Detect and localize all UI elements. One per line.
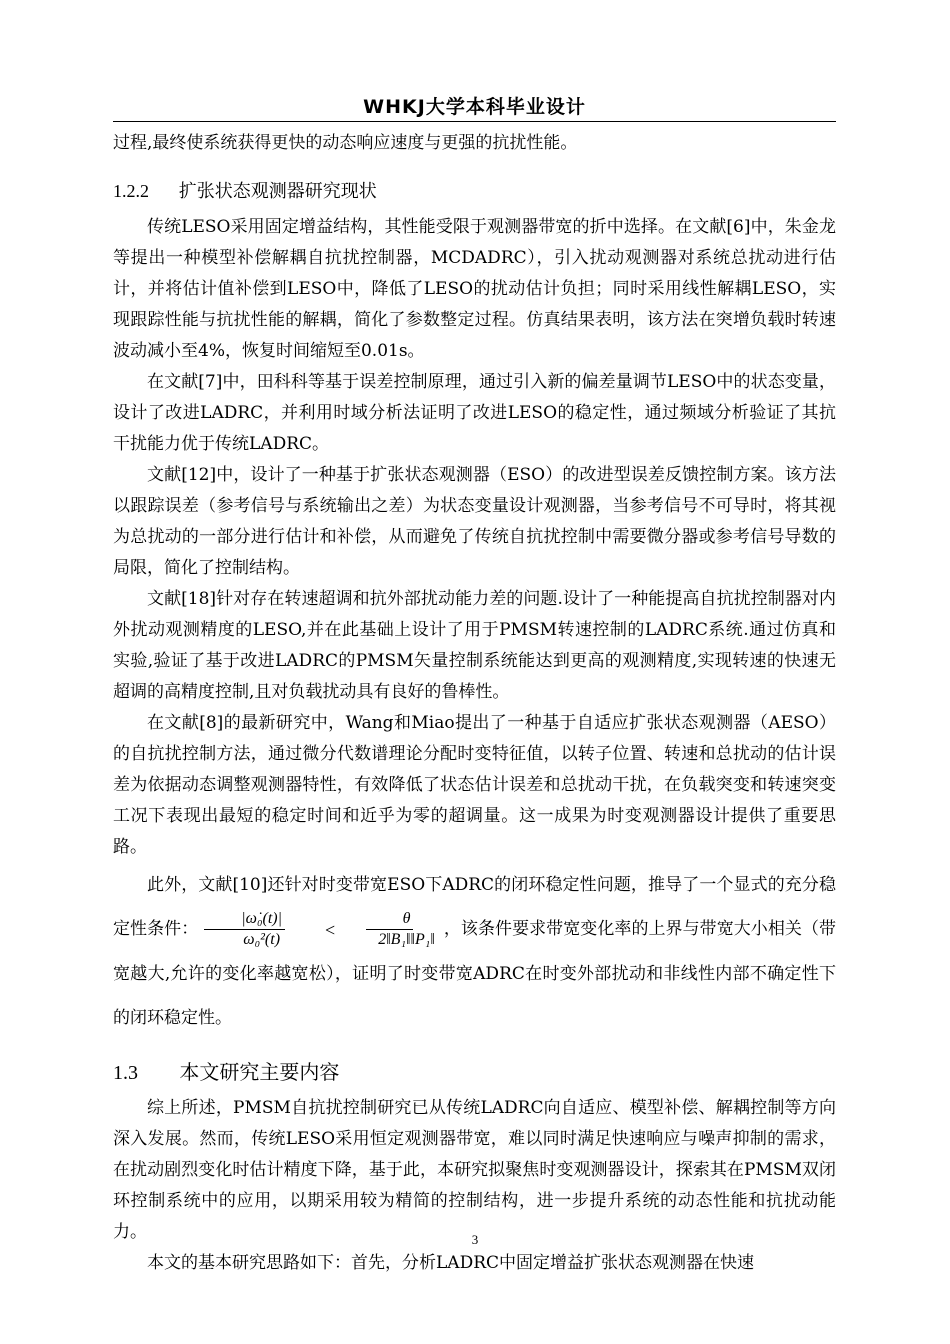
document-body (113, 128, 836, 1279)
paragraph-continuation: 过程,最终使系统获得更快的动态响应速度与更强的抗扰性能。 (113, 133, 578, 153)
formula-less-than: < (325, 919, 336, 940)
paragraph-text: 此外，文献[10]还针对时变带宽ESO下ADRC的闭环稳定性问题，推导了一个显式的充分稳定性条件： (113, 875, 836, 939)
formula-right-fraction (341, 909, 438, 950)
paragraph-text: ，该条件要求带宽变化率的上界与带宽大小相关（带宽越大,允许的变化率越宽松），证明了时变带宽ADRC在时变外部扰动和非线性内部不确定性下的闭环稳定性。 (113, 919, 837, 1028)
page-header: WHKJ大学本科毕业设计 (363, 96, 586, 118)
formula-denominator: ω₀²(t) (243, 931, 281, 948)
section-number: 1.3 (113, 1061, 138, 1084)
paragraph-with-formula (113, 863, 836, 1040)
section-title: 本文研究主要内容 (179, 1059, 340, 1084)
formula-numerator: θ (366, 909, 414, 930)
section-title: 扩张状态观测器研究现状 (178, 181, 377, 202)
paragraph: 在文献[7]中，田科科等基于误差控制原理，通过引入新的偏差量调节LESO中的状态变量，设计了改进LADRC，并利用时域分析法证明了改进LESO的稳定性，通过频域分析验证了其抗干扰能力优于传统LADRC。 (113, 372, 836, 454)
paragraph: 本文的基本研究思路如下：首先，分析LADRC中固定增益扩张状态观测器在快速 (147, 1252, 755, 1273)
page-number: 3 (471, 1232, 479, 1247)
formula-denominator: 2‖B₁‖‖P₁‖ (378, 931, 435, 948)
paragraph: 文献[12]中，设计了一种基于扩张状态观测器（ESO）的改进型误差反馈控制方案。该方法以跟踪误差（参考信号与系统输出之差）为状态变量设计观测器，当参考信号不可导时，将其视为总扰动的一部分进行估计和补偿，从而避免了传统自抗扰控制中需要微分器或参考信号导数的局限，简化了控制结构。 (113, 465, 836, 578)
paragraph: 传统LESO采用固定增益结构，其性能受限于观测器带宽的折中选择。在文献[6]中，朱金龙等提出一种模型补偿解耦自抗扰控制器，MCDADRC），引入扰动观测器对系统总扰动进行估计，并将估计值补偿到LESO中，降低了LESO的扰动估计负担；同时采用线性解耦LESO，实现跟踪性能与抗扰性能的解耦，简化了参数整定过程。仿真结果表明，该方法在突增负载时转速波动减小至4%，恢复时间缩短至0.01s。 (113, 217, 836, 361)
header-rule (113, 121, 836, 122)
paragraph: 在文献[8]的最新研究中，Wang和Miao提出了一种基于自适应扩张状态观测器（AESO）的自抗扰控制方法，通过微分代数谱理论分配时变特征值，以转子位置、转速和总扰动的估计误差为依据动态调整观测器特性，有效降低了状态估计误差和总扰动干扰，在负载突变和转速突变工况下表现出最短的稳定时间和近乎为零的超调量。这一成果为时变观测器设计提供了重要思路。 (113, 713, 836, 857)
section-heading-1-3 (113, 1054, 836, 1091)
section-number: 1.2.2 (113, 181, 149, 201)
paragraph: 综上所述，PMSM自抗扰控制研究已从传统LADRC向自适应、模型补偿、解耦控制等方向深入发展。然而，传统LESO采用恒定观测器带宽，难以同时满足快速响应与噪声抑制的需求，在扰动剧烈变化时估计精度下降，基于此，本研究拟聚焦时变观测器设计，探索其在PMSM双闭环控制系统中的应用，以期采用较为精简的控制结构，进一步提升系统的动态性能和抗扰动能力。 (113, 1097, 836, 1242)
subsection-heading-1-2-2 (113, 175, 836, 208)
paragraph: 文献[18]针对存在转速超调和抗外部扰动能力差的问题.设计了一种能提高自抗扰控制器对内外扰动观测精度的LESO,并在此基础上设计了用于PMSM转速控制的LADRC系统.通过仿真和实验,验证了基于改进LADRC的PMSM矢量控制系统能达到更高的观测精度,实现转速的快速无超调的高精度控制,且对负载扰动具有良好的鲁棒性。 (113, 589, 836, 702)
stability-condition-formula (204, 908, 438, 952)
formula-numerator: |ω̇₀(t)| (204, 909, 285, 930)
formula-left-fraction (204, 909, 285, 950)
